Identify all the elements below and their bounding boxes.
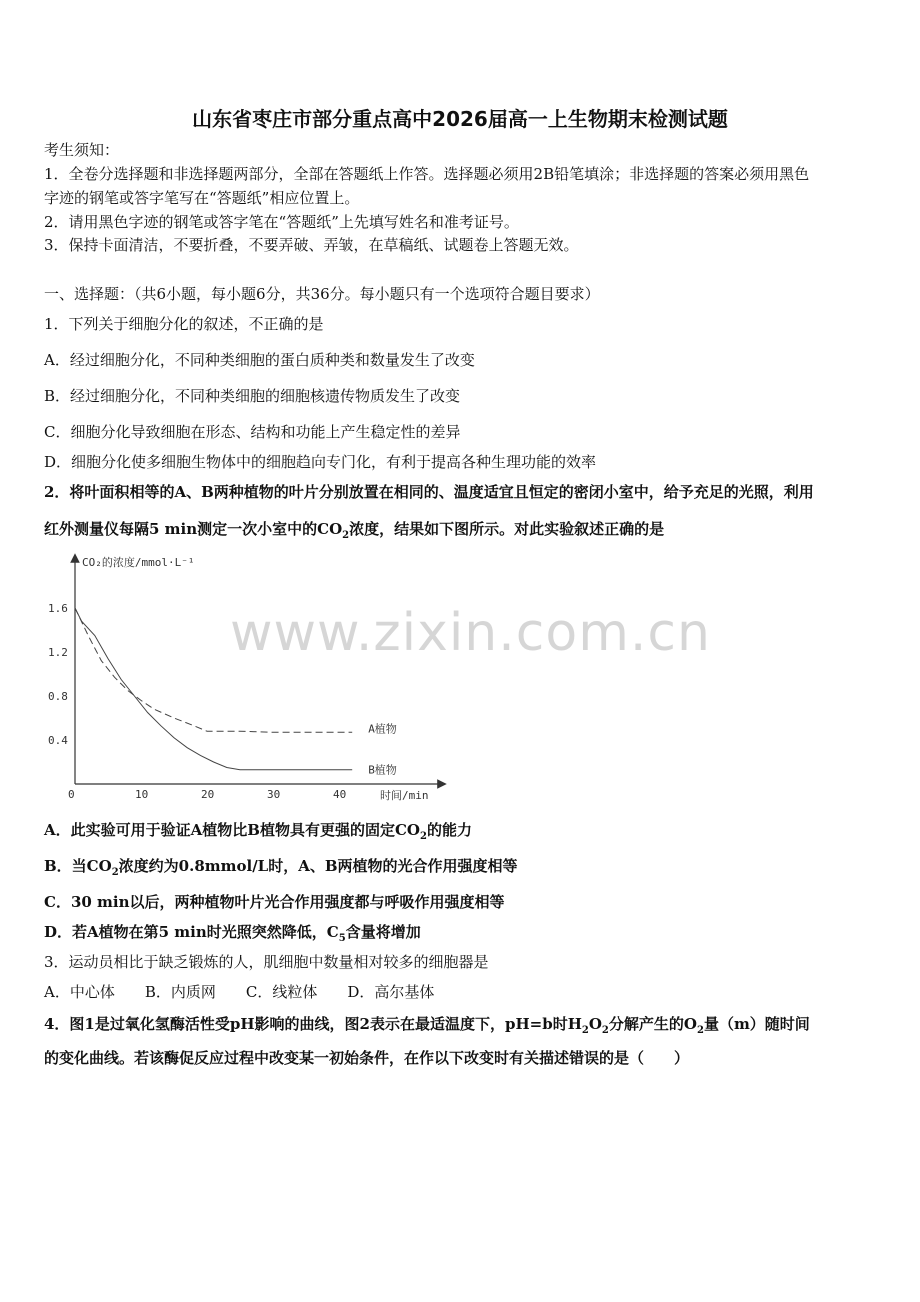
question-1-option-a: A．经过细胞分化，不同种类细胞的蛋白质种类和数量发生了改变 <box>44 351 475 369</box>
y-tick-label: 0.8 <box>48 690 68 703</box>
page-title: 山东省枣庄市部分重点高中2026届高一上生物期末检测试题 <box>192 107 728 131</box>
x-tick-label: 10 <box>135 788 149 801</box>
question-2-stem-line2: 红外测量仪每隔5 min测定一次小室中的$CO_2$浓度，结果如下图所示。对此实验叙述正确的是 <box>44 520 665 541</box>
y-tick-label: 0.4 <box>48 734 68 747</box>
question-2-option-d: D．若A植物在第5 min时光照突然降低，$C_5$含量将增加 <box>44 923 421 944</box>
series-line-a <box>75 608 352 732</box>
notice-item: 字迹的钢笔或答字笔写在“答题纸”相应位置上。 <box>44 189 360 207</box>
y-axis-label: CO₂的浓度/mmol·L⁻¹ <box>82 556 195 569</box>
origin-label: 0 <box>68 788 75 801</box>
question-2-stem-line1: 2．将叶面积相等的A、B两种植物的叶片分别放置在相同的、温度适宜且恒定的密闭小室中，给予充足的光照，利用 <box>44 483 814 501</box>
y-tick-label: 1.2 <box>48 646 68 659</box>
question-1-option-c: C．细胞分化导致细胞在形态、结构和功能上产生稳定性的差异 <box>44 423 461 441</box>
notice-item: 1．全卷分选择题和非选择题两部分，全部在答题纸上作答。选择题必须用2B铅笔填涂；非选择题的答案必须用黑色 <box>44 165 810 183</box>
question-4-stem-line2: 的变化曲线。若该酶促反应过程中改变某一初始条件，在作以下改变时有关描述错误的是（ ） <box>44 1049 690 1067</box>
question-3-stem: 3．运动员相比于缺乏锻炼的人，肌细胞中数量相对较多的细胞器是 <box>44 953 489 971</box>
question-1-option-b: B．经过细胞分化，不同种类细胞的细胞核遗传物质发生了改变 <box>44 387 461 405</box>
co2-concentration-chart <box>40 552 460 804</box>
notice-item: 3．保持卡面清洁，不要折叠，不要弄破、弄皱，在草稿纸、试题卷上答题无效。 <box>44 236 579 254</box>
x-tick-label: 40 <box>333 788 347 801</box>
series-label-b: B植物 <box>368 763 397 777</box>
x-tick-label: 20 <box>201 788 215 801</box>
question-2-option-b: B．当$CO_2$浓度约为0.8mmol/L时，A、B两植物的光合作用强度相等 <box>44 857 518 878</box>
x-tick-label: 30 <box>267 788 281 801</box>
y-tick-label: 1.6 <box>48 602 68 615</box>
series-label-a: A植物 <box>368 722 397 736</box>
watermark: www.zixin.com.cn <box>230 603 711 663</box>
question-4-stem-line1: 4．图1是过氧化氢酶活性受pH影响的曲线，图2表示在最适温度下，pH=b时$H_2O_2$分解产生的$O_2$量（m）随时间 <box>44 1015 810 1036</box>
series-line-b <box>75 608 352 770</box>
notice-item: 2．请用黑色字迹的钢笔或答字笔在“答题纸”上先填写姓名和准考证号。 <box>44 213 519 231</box>
question-2-option-c: C．30 min以后，两种植物叶片光合作用强度都与呼吸作用强度相等 <box>44 893 505 911</box>
x-axis-label: 时间/min <box>380 789 429 802</box>
question-2-option-a: A．此实验可用于验证A植物比B植物具有更强的固定$CO_2$的能力 <box>44 821 472 842</box>
question-3-options: A．中心体 B．内质网 C．线粒体 D．高尔基体 <box>44 983 435 1001</box>
notice-heading: 考生须知： <box>44 141 120 159</box>
section-heading: 一、选择题：（共6小题，每小题6分，共36分。每小题只有一个选项符合题目要求） <box>44 285 600 303</box>
question-1-option-d: D．细胞分化使多细胞生物体中的细胞趋向专门化，有利于提高各种生理功能的效率 <box>44 453 597 471</box>
question-1-stem: 1．下列关于细胞分化的叙述，不正确的是 <box>44 315 324 333</box>
